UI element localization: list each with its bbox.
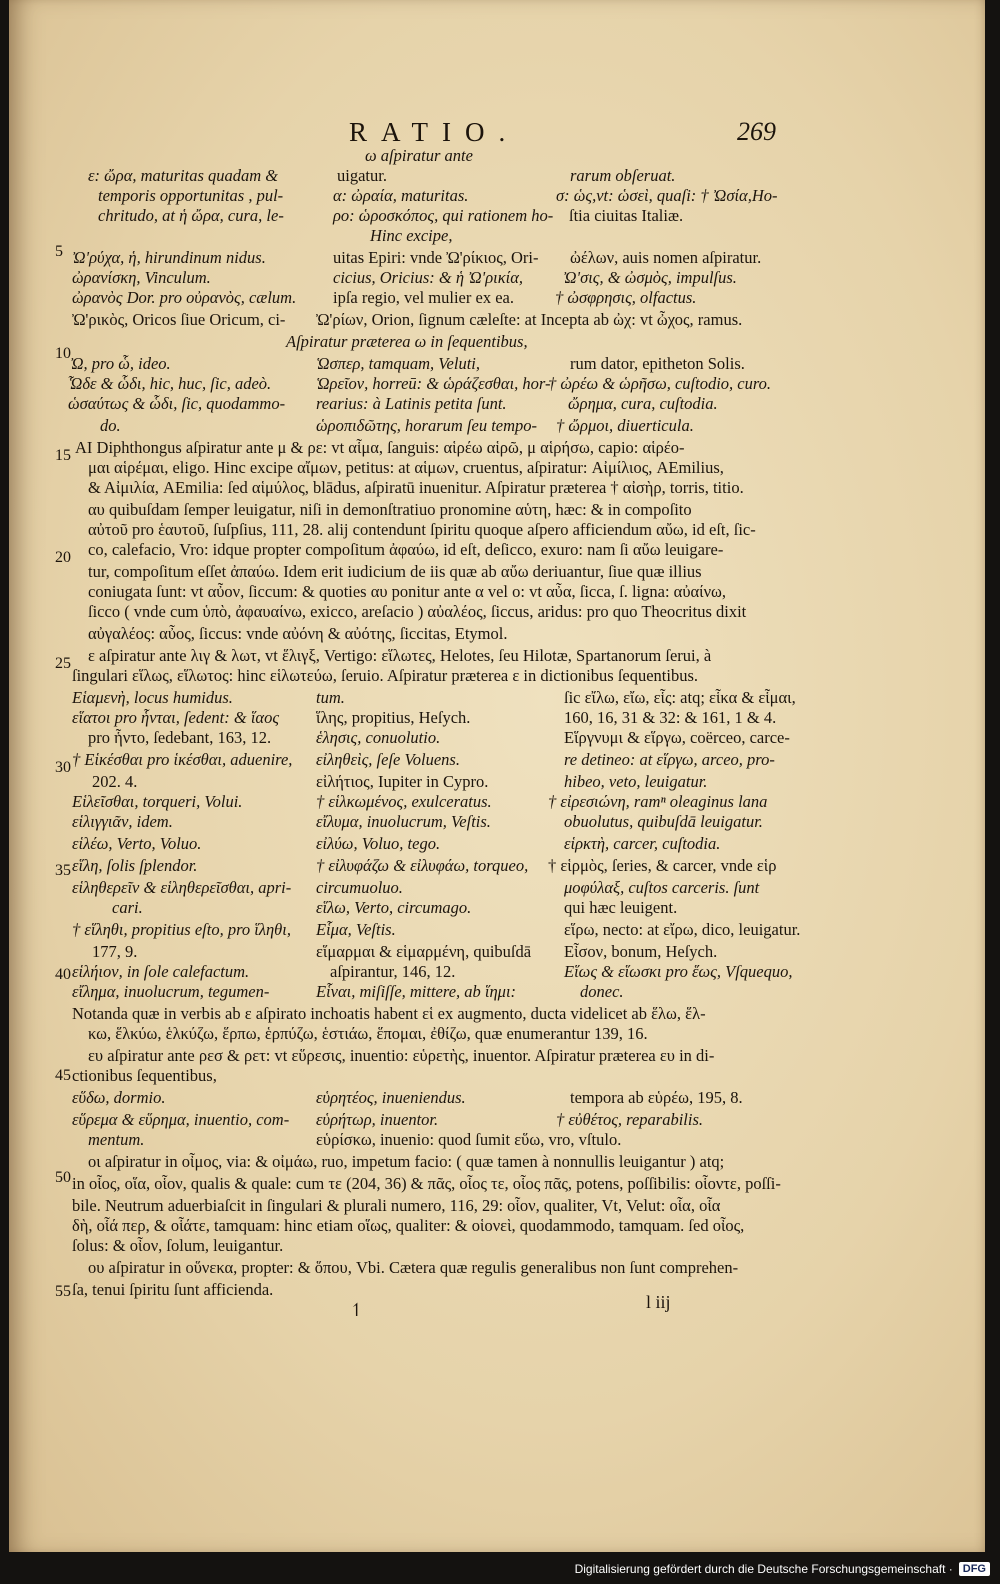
text-line: rum dator, epitheton Solis. xyxy=(570,354,745,373)
text-line: εὕρεμα & εὕρημα, inuentio, com- xyxy=(72,1110,290,1129)
line-number: 50 xyxy=(55,1169,71,1186)
text-line: εὑρίσκω, inuenio: quod ſumit εὕω, vro, vſtulo. xyxy=(316,1130,622,1149)
text-line: εἱρκτὴ, carcer, cuſtodia. xyxy=(564,834,721,853)
text-line: εὕδω, dormio. xyxy=(72,1088,166,1107)
text-line: ε: ὤρα, maturitas quadam & xyxy=(88,166,279,185)
line-number: 20 xyxy=(55,549,71,566)
text-line: εἴλυμα, inuolucrum, Veſtis. xyxy=(316,812,491,831)
text-line: ὤρημα, cura, cuſtodia. xyxy=(568,394,718,413)
text-line: κω, ἕλκύω, ἑλκύζω, ἕρπω, ἑρπύζω, ἑστιάω, ἕπομαι, ἐθίζω, quæ enumerantur 139, 16. xyxy=(88,1024,648,1043)
text-line: uigatur. xyxy=(337,166,387,185)
text-line: α: ὠραία, maturitas. xyxy=(333,186,469,205)
line-number: 55 xyxy=(55,1283,71,1300)
text-line: ſa, tenui ſpiritu ſunt afficienda. xyxy=(72,1280,274,1299)
line-number: 45 xyxy=(55,1067,71,1084)
text-line: ὠέλων, auis nomen aſpiratur. xyxy=(570,248,762,267)
text-line: εἰλήτιος, Iupiter in Cypro. xyxy=(316,772,489,791)
text-line: Hinc excipe, xyxy=(370,226,453,245)
text-line: obuolutus, quibuſdā leuigatur. xyxy=(564,812,763,831)
text-line: εὑρήτωρ, inuentor. xyxy=(316,1110,439,1129)
text-line: Εἷμα, Veſtis. xyxy=(316,920,396,939)
text-line: hibeo, veto, leuigatur. xyxy=(564,772,708,791)
running-head: RATIO. xyxy=(349,117,520,147)
text-line: Εἱαμενὴ, locus humidus. xyxy=(72,688,233,707)
text-line: & Αἰμιλία, AEmilia: ſed αἱμύλος, blādus, aſpiratū inuenitur. Aſpiratur præterea † αἰσὴρ, torris, titio. xyxy=(88,478,744,497)
page-number: 269 xyxy=(737,117,776,146)
text-line: co, calefacio, Vro: idque propter compoſitum ἀφαύω, id eſt, deſicco, exuro: nam ſi αὔω leuigare- xyxy=(88,540,724,559)
line-number: 15 xyxy=(55,447,71,464)
text-line: † ὠρέω & ὡρῆσω, cuſtodio, curo. xyxy=(548,374,772,393)
text-line: ſolus: & οἶον, ſolum, leuigantur. xyxy=(72,1236,284,1255)
text-line: ſtia ciuitas Italiæ. xyxy=(569,206,684,225)
book-page xyxy=(9,0,985,1552)
dfg-logo: DFG xyxy=(959,1562,990,1576)
text-line: uitas Epiri: vnde Ὠ'ρίκιος, Ori- xyxy=(333,248,539,267)
text-line: † ὤρμοι, diuerticula. xyxy=(556,416,694,435)
text-line: Aſpiratur præterea ω in ſequentibus, xyxy=(286,332,528,351)
text-line: † εἵληθι, propitius eſto, pro ἵληθι, xyxy=(72,920,291,939)
line-number: 5 xyxy=(55,243,63,260)
footer-text: Digitalisierung gefördert durch die Deutsche Forschungsgemeinschaft · xyxy=(574,1562,953,1576)
text-line: bile. Neutrum aduerbiaſcit in ſingulari & plurali numero, 116, 29: οἷον, qualiter, Vt, Velut: οἷα, οἷα xyxy=(72,1196,721,1215)
text-line: ε aſpiratur ante λιγ & λωτ, vt ἕλιγξ, Vertigo: εἵλωτες, Helotes, ſeu Hilotæ, Spartanorum ſerui, à xyxy=(88,646,712,665)
line-number: 10 xyxy=(55,345,71,362)
line-number: 30 xyxy=(55,759,71,776)
text-line: Εἷναι, miſiſſe, mittere, ab ἵημι: xyxy=(316,982,517,1001)
text-line: circumuoluo. xyxy=(316,878,403,897)
text-line: εἵλω, Verto, circumago. xyxy=(316,898,472,917)
catchword-mark: ↿ xyxy=(349,1300,365,1320)
line-number: 40 xyxy=(55,966,71,983)
text-line: ſicco ( vnde cum ὑπὸ, ἀφαυαίνω, exicco, areſacio ) αὐαλέος, ſiccus, aridus: pro quo Theocritus dixit xyxy=(88,602,747,621)
text-line: αυ quibuſdam ſemper leuigatur, niſi in demonſtratiuo pronomine αὑτη, hæc: & in compoſito xyxy=(88,500,692,519)
text-line: εἰληθεὶς, ſeſe Voluens. xyxy=(316,750,460,769)
text-line: ρο: ὡροσκόπος, qui rationem ho- xyxy=(333,206,554,225)
text-line: cicius, Oricius: & ἡ Ὠ'ρικία, xyxy=(333,268,523,287)
text-line: tum. xyxy=(316,688,345,707)
text-line: rearius: à Latinis petita ſunt. xyxy=(316,394,507,413)
text-line: ἑλησις, conuolutio. xyxy=(316,728,441,747)
signature-mark: l iij xyxy=(646,1292,671,1312)
text-line: † εἰλυφάζω & εἰλυφάω, torqueo, xyxy=(316,856,529,875)
text-line: 202. 4. xyxy=(92,772,138,791)
text-line: mentum. xyxy=(88,1130,145,1149)
text-line: εἱλιγγιᾶν, idem. xyxy=(72,812,173,831)
text-line: rarum obſeruat. xyxy=(570,166,676,185)
text-line: in οἷος, οἵα, οἷον, qualis & quale: cum τε (204, 36) & πᾶς, οἷος τε, οἷος πᾶς, potens, poſſibilis: οἷοντε, poſſi- xyxy=(72,1174,781,1193)
text-line: ſic εἴλω, εἴω, εἷς: atq; εἷκα & εἷμαι, xyxy=(564,688,796,707)
text-line: ctionibus ſequentibus, xyxy=(72,1066,217,1085)
text-line: Ὠ'ρύχα, ἡ, hirundinum nidus. xyxy=(72,248,266,267)
text-line: εἵατοι pro ἧνται, ſedent: & ἵαος xyxy=(72,708,280,727)
text-line: εἵμαρμαι & εἱμαρμένη, quibuſdā xyxy=(316,942,532,961)
text-line: αὐτοῦ pro ἑαυτοῦ, ſuſpſius, 111, 28. alij contendunt ſpiritu quoque aſpero afficiendum αὔω, id eſt, ſic- xyxy=(88,520,756,539)
text-line: ὠρανὸς Dor. pro οὐρανὸς, cælum. xyxy=(72,288,297,307)
text-line: εἴλημα, inuolucrum, tegumen- xyxy=(72,982,270,1001)
text-line: ὠρανίσκη, Vinculum. xyxy=(72,268,211,287)
text-line: † ὠσφρησις, olfactus. xyxy=(555,288,697,307)
text-line: εὑρητέος, inueniendus. xyxy=(316,1088,466,1107)
text-line: μαι αἱρέμαι, eligo. Hinc excipe αἴμων, petitus: at αἱμων, cruentus, aſpiratur: Αἰμίλιος, AEmilius, xyxy=(88,458,724,477)
text-line: Εἱλεῖσθαι, torqueri, Volui. xyxy=(72,792,243,811)
text-line: pro ἧντο, ſedebant, 163, 12. xyxy=(88,728,272,747)
text-line: ου aſpiratur in οὕνεκα, propter: & ὅπου, Vbi. Cætera quæ regulis generalibus non ſunt comprehen- xyxy=(88,1258,739,1277)
text-line: chritudo, at ἡ ὤρα, cura, le- xyxy=(98,206,284,225)
text-line: re detineo: at εἵργω, arceo, pro- xyxy=(564,750,775,769)
text-line: cari. xyxy=(112,898,143,917)
text-line: † εἱλκωμένος, exulceratus. xyxy=(316,792,492,811)
text-line: Ὠ, pro ὧ, ideo. xyxy=(70,354,171,373)
text-line: coniugata ſunt: vt αὖον, ſiccum: & quoties αυ ponitur ante α vel ο: vt αὖα, ſicca, ſ. ligna: αὐαίνω, xyxy=(88,582,727,601)
text-line: Ὠ'ρίων, Orion, ſignum cæleſte: at Incepta ab ὠχ: vt ὦχος, ramus. xyxy=(316,310,743,329)
text-line: αὐγαλέος: αὖος, ſiccus: vnde αὐόνη & αὐότης, ſiccitas, Etymol. xyxy=(88,624,508,643)
text-line: Εἵως & εἵωσκι pro ἕως, Vſquequo, xyxy=(564,962,793,981)
footer-credit xyxy=(575,1558,990,1580)
text-line: Ὠ'σις, & ὠσμὸς, impulſus. xyxy=(563,268,737,287)
text-line: Ὧδε & ὧδι, hic, huc, ſic, adeò. xyxy=(68,374,272,393)
text-line: Ὠ'ρικὸς, Oricos ſiue Oricum, ci- xyxy=(72,310,286,329)
text-line: ipſa regio, vel mulier ex ea. xyxy=(333,288,514,307)
text-line: ευ aſpiratur ante ρεσ & ρετ: vt εὕρεσις, inuentio: εὑρετὴς, inuentor. Aſpiratur præterea ευ in di- xyxy=(88,1046,715,1065)
text-line: aſpirantur, 146, 12. xyxy=(330,962,456,981)
text-line: εἰλύω, Voluo, tego. xyxy=(316,834,441,853)
text-line: † εὐθέτος, reparabilis. xyxy=(556,1110,704,1129)
line-number: 25 xyxy=(55,655,71,672)
text-line: † εἰρεσιώνη, ramⁿ oleaginus lana xyxy=(548,792,768,811)
text-line: 177, 9. xyxy=(92,942,138,961)
text-line: εἱλήιον, in ſole calefactum. xyxy=(72,962,250,981)
text-line: Εἵργνυμι & εἵργω, coërceo, carce- xyxy=(564,728,790,747)
text-line: ω aſpiratur ante xyxy=(365,146,473,165)
text-line: † εἱρμὸς, ſeries, & carcer, vnde εἱρ xyxy=(548,856,777,875)
text-line: εἱλέω, Verto, Voluo. xyxy=(72,834,202,853)
text-line: tempora ab εὑρέω, 195, 8. xyxy=(570,1088,743,1107)
line-number: 35 xyxy=(55,862,71,879)
text-line: σ: ὡς,vt: ὡσεὶ, quaſi: † Ὠσία,Ho- xyxy=(556,186,778,205)
text-line: εἵρω, necto: at εἴρω, dico, leuigatur. xyxy=(564,920,801,939)
text-line: temporis opportunitas , pul- xyxy=(98,186,284,205)
text-line: οι aſpiratur in οἶμος, via: & οἰμάω, ruo, impetum facio: ( quæ tamen à nonnullis leuigantur ) atq; xyxy=(88,1152,725,1171)
text-line: ſingulari εἵλως, εἵλωτος: hinc εἱλωτεύω, ſeruio. Aſpiratur præterea ε in dictionibus ſequentibus. xyxy=(72,666,699,685)
text-line: Ὡρεῖον, horreū: & ὡράζεσθαι, hor- xyxy=(316,374,551,393)
text-line: ἵλης, propitius, Heſych. xyxy=(316,708,471,727)
text-line: Ὡσπερ, tamquam, Veluti, xyxy=(316,354,480,373)
text-line: εἵλη, ſolis ſplendor. xyxy=(72,856,198,875)
text-line: donec. xyxy=(580,982,624,1001)
text-line: qui hæc leuigent. xyxy=(564,898,678,917)
text-line: AI Diphthongus aſpiratur ante μ & ρε: vt αἷμα, ſanguis: αἱρέω αἱρῶ, μ αἱρήσω, capio: αἱρέο- xyxy=(75,438,685,457)
text-line: εἱληθερεῖν & εἱληθερεῖσθαι, apri- xyxy=(72,878,292,897)
text-line: Εἶσον, bonum, Heſych. xyxy=(564,942,718,961)
text-line: † Εἱκέσθαι pro ἱκέσθαι, aduenire, xyxy=(72,750,293,769)
text-line: μοφύλαξ, cuſtos carceris. ſunt xyxy=(564,878,760,897)
text-line: δὴ, οἷά περ, & οἷάτε, tamquam: hinc etiam οἵως, qualiter: & οἱονεὶ, quodammodo, tamquam. ſed οἶος, xyxy=(72,1216,745,1235)
text-line: ὡροπιδῶτης, horarum ſeu tempo- xyxy=(316,416,538,435)
text-line: 160, 16, 31 & 32: & 161, 1 & 4. xyxy=(564,708,777,727)
text-line: tur, compoſitum eſſet ἀπαύω. Idem erit iudicium de iis quæ ab αὔω deriuantur, ſiue quæ illius xyxy=(88,562,702,581)
text-line: ὡσαύτως & ὧδι, ſic, quodammo- xyxy=(68,394,286,413)
text-line: Notanda quæ in verbis ab ε aſpirato inchoatis habent εἱ ex augmento, ducta videlicet ab ἕλω, ἕλ- xyxy=(72,1004,706,1023)
text-line: do. xyxy=(100,416,121,435)
